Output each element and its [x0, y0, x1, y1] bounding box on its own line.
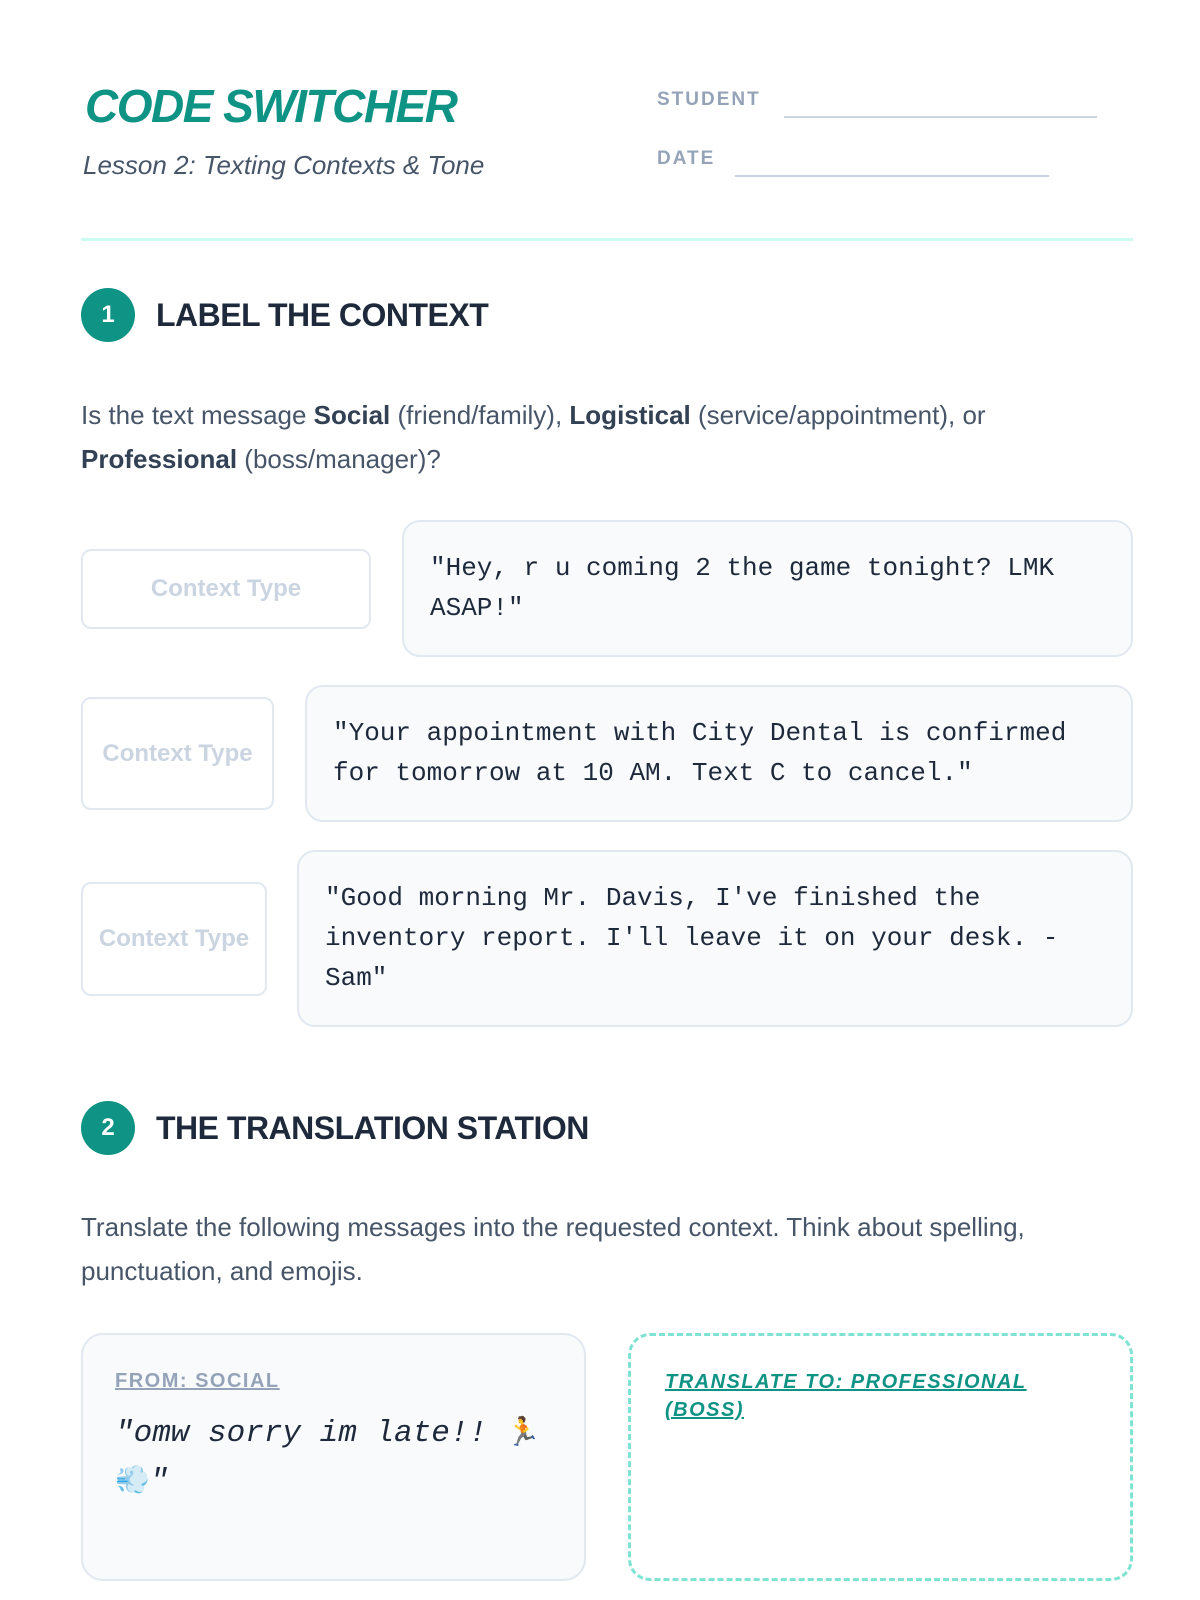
message-bubble-2: "Your appointment with City Dental is confirmed for tomorrow at 10 AM. Text C to cancel.": [305, 685, 1133, 822]
student-label: STUDENT: [657, 89, 761, 110]
source-message: [115, 1409, 552, 1505]
section-2-badge: 2: [81, 1101, 135, 1155]
from-label: FROM: SOCIAL: [115, 1370, 280, 1392]
date-label: DATE: [657, 148, 716, 169]
lesson-subtitle: Lesson 2: Texting Contexts & Tone: [83, 150, 485, 180]
worksheet-header: [81, 78, 1133, 198]
source-message-card: [81, 1333, 586, 1581]
source-message-text: "omw sorry im late!!: [115, 1416, 506, 1451]
header-divider: [81, 238, 1133, 241]
term-logistical: Logistical: [569, 400, 691, 430]
message-bubble-1: "Hey, r u coming 2 the game tonight? LMK ASAP!": [402, 520, 1133, 657]
section-2-instructions: Translate the following messages into the requested context. Think about spelling, punctuation, and emojis.: [81, 1212, 1025, 1286]
section-2-heading: [81, 1100, 589, 1156]
section-2-title: THE TRANSLATION STATION: [156, 1109, 589, 1146]
section-1-heading: [81, 287, 488, 343]
instructions-text: (friend/family),: [390, 400, 570, 430]
context-type-box-3[interactable]: Context Type: [81, 882, 267, 996]
worksheet-title: CODE SWITCHER: [85, 80, 457, 132]
term-social: Social: [313, 400, 391, 430]
instructions-text: (boss/manager)?: [237, 444, 441, 474]
student-name-line[interactable]: [784, 116, 1097, 118]
date-line[interactable]: [735, 175, 1049, 177]
instructions-text: Is the text message: [81, 400, 314, 430]
context-type-box-2[interactable]: Context Type: [81, 697, 274, 810]
section-1-title: LABEL THE CONTEXT: [156, 296, 489, 333]
term-professional: Professional: [81, 444, 238, 474]
instructions-text: (service/appointment), or: [690, 400, 986, 430]
section-1-badge: 1: [81, 288, 135, 342]
translation-answer-card[interactable]: [628, 1333, 1133, 1581]
translate-to-label: TRANSLATE TO: PROFESSIONAL (BOSS): [665, 1371, 1027, 1421]
running-person-icon: 🏃: [505, 1415, 541, 1448]
context-type-box-1[interactable]: Context Type: [81, 549, 371, 629]
dash-cloud-icon: 💨: [115, 1463, 150, 1496]
message-bubble-3: "Good morning Mr. Davis, I've finished the inventory report. I'll leave it on your desk. - Sam": [297, 850, 1133, 1027]
section-1-instructions: [81, 393, 1133, 481]
source-message-end: ": [149, 1464, 169, 1499]
